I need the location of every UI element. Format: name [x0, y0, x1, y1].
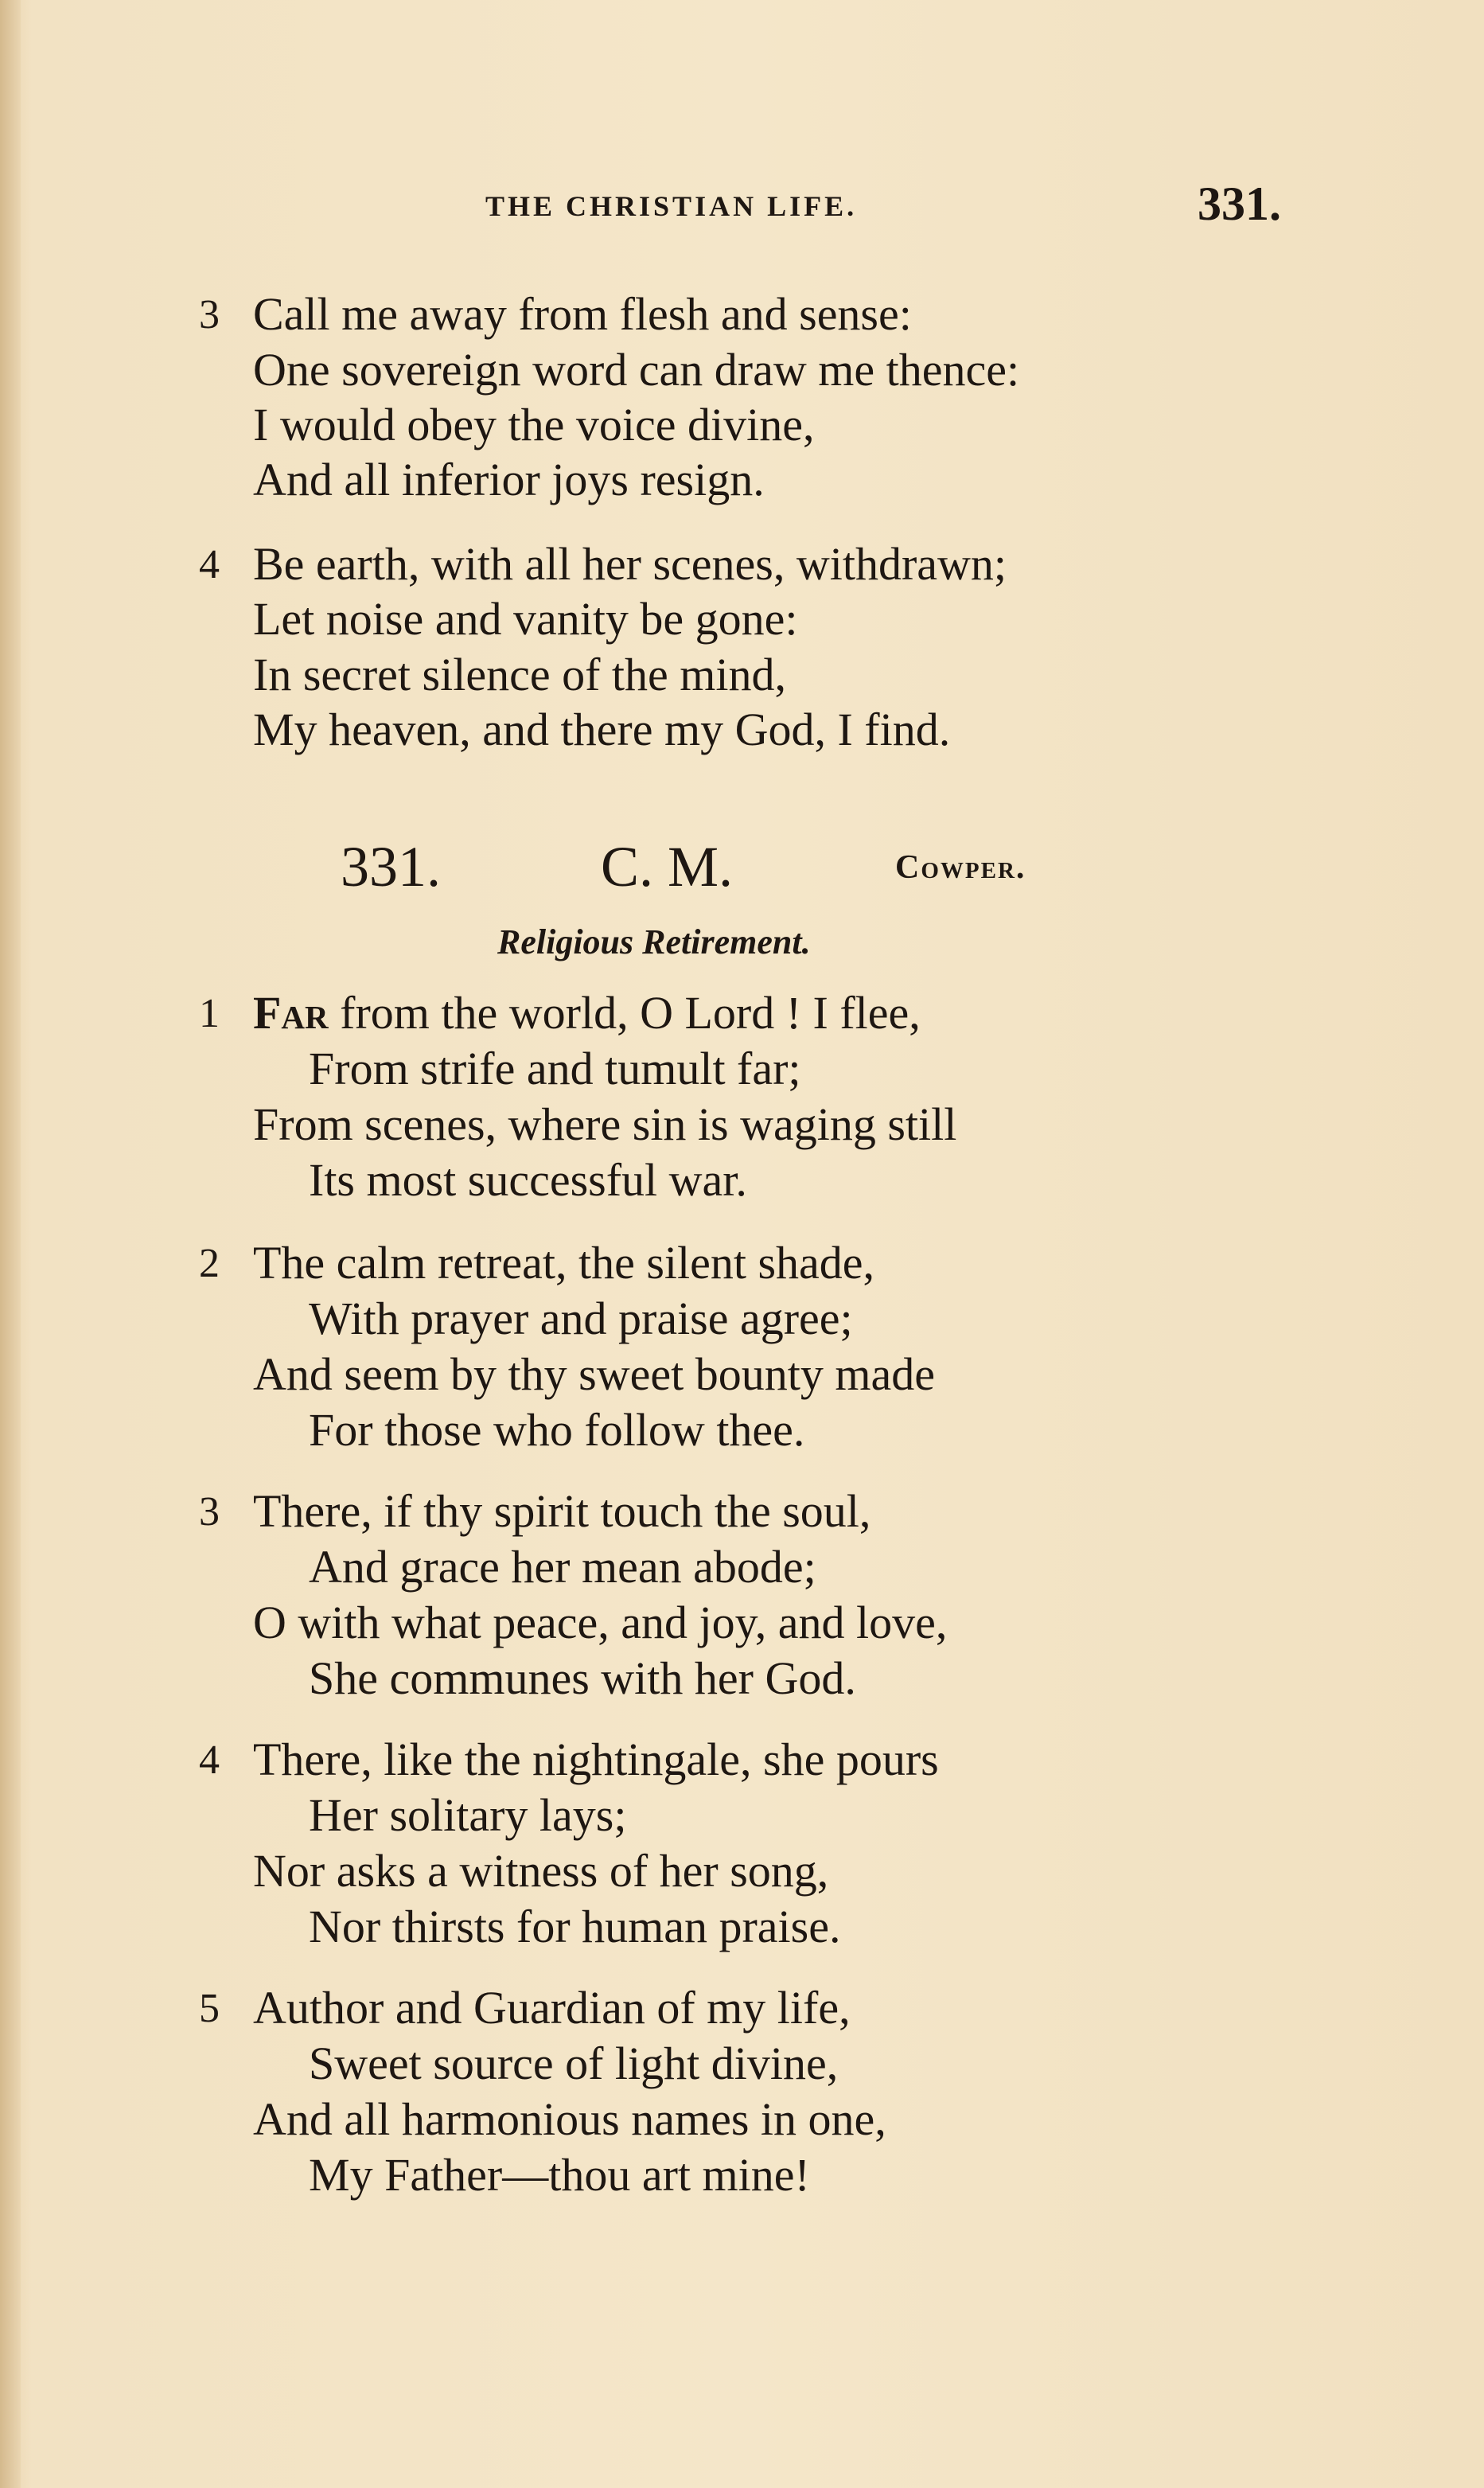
hymn-author: Cowper.	[895, 849, 1026, 886]
first-word-caps: Far	[253, 987, 329, 1039]
stanza-line: Her solitary lays;	[309, 1789, 627, 1841]
stanza-line: For those who follow thee.	[309, 1404, 805, 1456]
stanza-line: My Father—thou art mine!	[309, 2149, 810, 2201]
stanza-number: 5	[199, 1986, 220, 2031]
stanza-line: There, if thy spirit touch the soul,	[253, 1485, 871, 1537]
stanza-line: And all harmonious names in one,	[253, 2093, 886, 2145]
hymn-number: 331.	[341, 835, 441, 899]
hymn-meter: C. M.	[601, 835, 734, 899]
stanza-line: Call me away from flesh and sense:	[253, 288, 912, 340]
stanza-line: My heaven, and there my God, I find.	[253, 704, 951, 755]
stanza-number: 3	[199, 1489, 220, 1535]
stanza-line: Nor thirsts for human praise.	[309, 1901, 841, 1952]
stanza-line: From scenes, where sin is waging still	[253, 1098, 957, 1150]
stanza-line-first	[253, 987, 921, 1039]
page-gutter	[0, 0, 21, 2488]
stanza-number: 1	[199, 991, 220, 1036]
stanza-line: In secret silence of the mind,	[253, 649, 786, 700]
running-head: THE CHRISTIAN LIFE.	[485, 190, 858, 222]
stanza-line: She communes with her God.	[309, 1652, 856, 1704]
stanza-line: There, like the nightingale, she pours	[253, 1733, 939, 1785]
stanza-line: Its most successful war.	[309, 1154, 747, 1206]
stanza-line: Be earth, with all her scenes, withdrawn;	[253, 538, 1007, 590]
first-line-rest: from the world, O Lord ! I flee,	[328, 987, 921, 1039]
stanza-number: 2	[199, 1241, 220, 1286]
stanza-line: One sovereign word can draw me thence:	[253, 344, 1020, 396]
stanza-number: 4	[199, 1737, 220, 1783]
stanza-number: 3	[199, 292, 220, 337]
stanza-number: 4	[199, 542, 220, 587]
stanza-line: Author and Guardian of my life,	[253, 1982, 851, 2034]
stanza-line: With prayer and praise agree;	[309, 1293, 853, 1344]
stanza-line: I would obey the voice divine,	[253, 399, 815, 450]
stanza-line: Let noise and vanity be gone:	[253, 593, 798, 645]
stanza-line: And seem by thy sweet bounty made	[253, 1348, 935, 1400]
stanza-line: Nor asks a witness of her song,	[253, 1845, 829, 1897]
hymn-title: Religious Retirement.	[497, 922, 811, 961]
page-number: 331.	[1198, 177, 1281, 230]
stanza-line: The calm retreat, the silent shade,	[253, 1237, 875, 1289]
stanza-line: Sweet source of light divine,	[309, 2038, 839, 2089]
stanza-line: From strife and tumult far;	[309, 1043, 801, 1094]
stanza-line: And grace her mean abode;	[309, 1541, 816, 1593]
stanza-line: And all inferior joys resign.	[253, 454, 765, 505]
stanza-line: O with what peace, and joy, and love,	[253, 1597, 948, 1648]
